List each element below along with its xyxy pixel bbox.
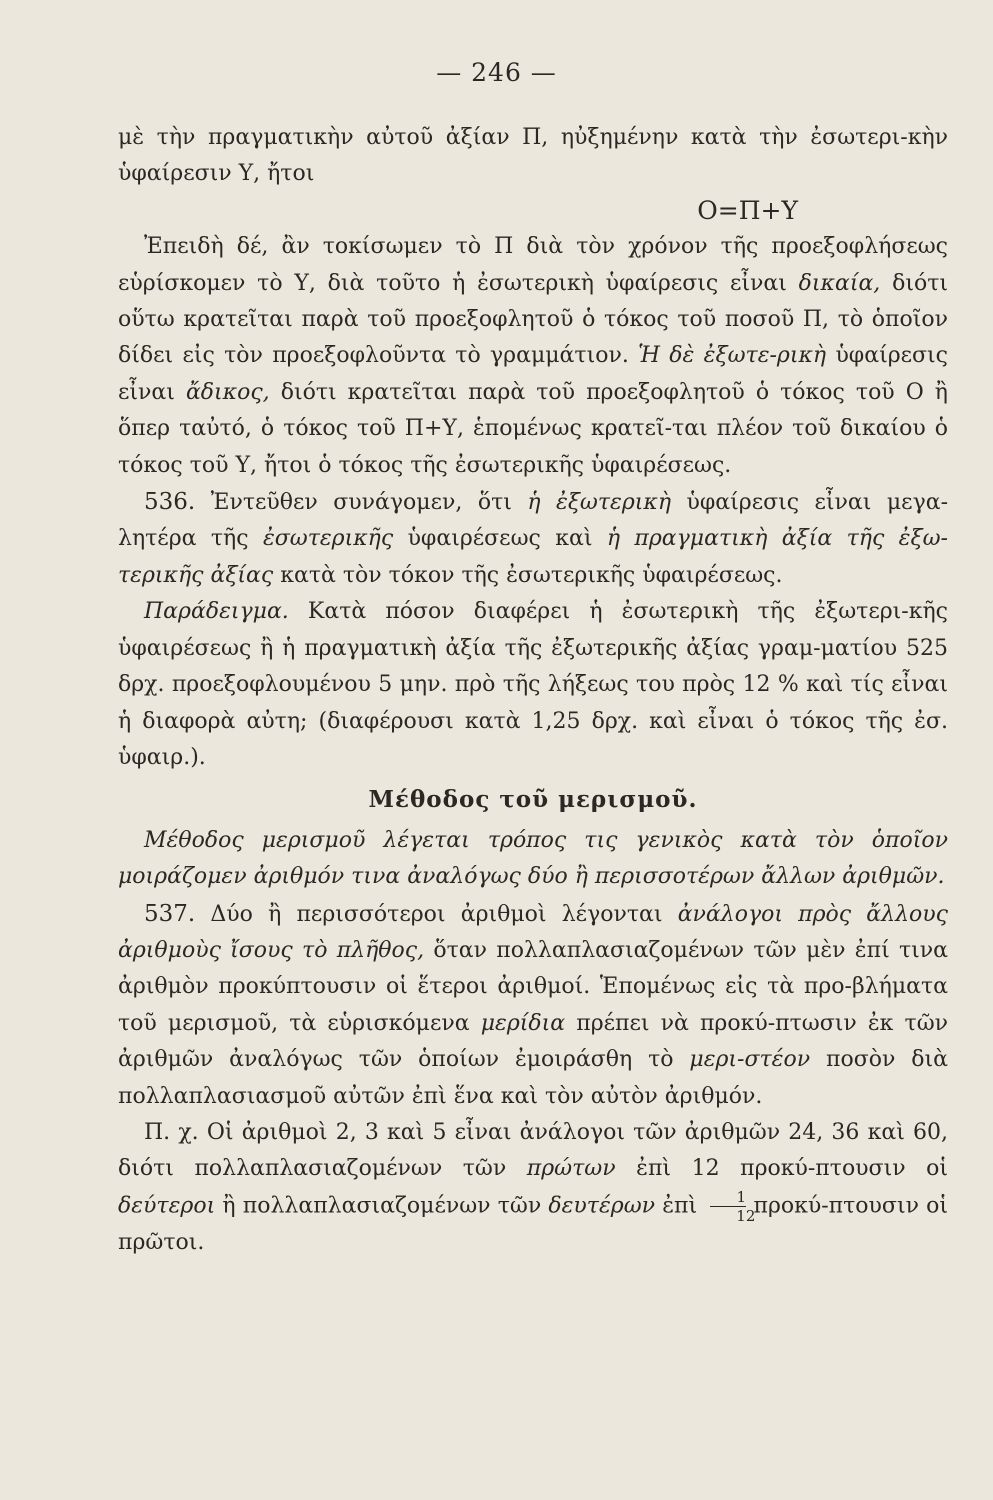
fraction-denominator: 12 [736, 1206, 756, 1225]
emphasis: ἄδικος, [185, 379, 270, 405]
page-body [118, 120, 948, 1261]
text-run: ἐπὶ [662, 1193, 698, 1219]
paragraph-number: 537. [144, 900, 196, 927]
text-run: πρέπει νὰ προκύ-πτωσιν ἐκ τῶν ἀριθμῶν ἀναλόγως τῶν ὁποίων ἐμοιράσθη τὸ [118, 1010, 949, 1073]
text-run: διότι οὕτω κρατεῖται παρὰ τοῦ προεξοφλητοῦ ὁ τόκος τοῦ ποσοῦ Π, τὸ ὁποῖον δίδει εἰς τὸν προεξοφλοῦντα τὸ γραμμάτιον. [118, 270, 949, 369]
example-paragraph [118, 594, 948, 776]
emphasis: δευτέρων [548, 1193, 656, 1219]
emphasis: μερίδια [480, 1010, 566, 1036]
text-run: Δύο ἢ περισσότεροι ἀριθμοὶ λέγονται [210, 901, 663, 927]
emphasis: δικαία, [798, 270, 881, 296]
text-run: Ἐπειδὴ δέ, ἂν τοκίσωμεν τὸ Π διὰ τὸν χρόνον τῆς προεξοφλήσεως εὑρίσκομεν τὸ Υ, διὰ τοῦτο ἡ ἐσωτερικὴ ὑφαίρεσις εἶναι [118, 234, 948, 296]
text-run: Κατὰ πόσον διαφέρει ἡ ἐσωτερικὴ τῆς ἐξωτερι-κῆς ὑφαιρέσεως ἢ ἡ πραγματικὴ ἀξία τῆς ἐξωτερικῆς ἀξίας γραμ-ματίου 525 δρχ. προεξοφλουμένου 5 μην. πρὸ τῆς λήξεως του πρὸς 12 % καὶ τίς εἶναι ἡ διαφορὰ αὐτη; (διαφέρουσι κατὰ 1,25 δρχ. καὶ εἶναι ὁ τόκος τῆς ἐσ. ὑφαιρ.). [118, 599, 948, 770]
emphasis: πρώτων [526, 1156, 616, 1182]
text-run: μὲ τὴν πραγματικὴν αὐτοῦ ἀξίαν Π, ηὐξημένην κατὰ τὴν ἐσωτερι-κὴν ὑφαίρεσιν Υ, ἤτοι [118, 125, 948, 187]
section-title: Μέθοδος τοῦ μερισμοῦ. [368, 786, 698, 814]
text-run: ὑφαιρέσεως καὶ [407, 526, 593, 552]
emphasis: μερι-στέον [689, 1047, 811, 1073]
text-run: ἢ πολλαπλασιαζομένων τῶν [222, 1193, 542, 1219]
text-run: ὑφαίρεσις εἶναι [118, 343, 948, 405]
emphasis: ἡ πραγματικὴ ἀξία τῆς ἐξω-τερικῆς ἀξίας [118, 526, 948, 588]
paragraph-2 [118, 229, 948, 484]
fraction-numerator: 1 [710, 1188, 746, 1207]
emphasis: ἐσωτερικῆς [262, 526, 394, 552]
text-run: Ἐντεῦθεν συνάγομεν, ὅτι [210, 490, 512, 516]
definition: Μέθοδος μερισμοῦ λέγεται τρόπος τις γενικὸς κατὰ τὸν ὁποῖον μοιράζομεν ἀριθμόν τινα ἀναλόγως δύο ἢ περισσοτέρων ἄλλων ἀριθμῶν. [118, 827, 948, 890]
example-paragraph-2 [118, 1115, 948, 1261]
text-run: προκύ-πτουσιν οἱ πρῶτοι. [118, 1193, 948, 1255]
paragraph-537 [118, 896, 948, 1115]
text-run: ὑφαίρεσις εἶναι μεγα-λητέρα τῆς [118, 490, 949, 552]
paragraph-536 [118, 484, 948, 594]
paragraph-number: 536. [144, 489, 196, 516]
formula: Ο=Π+Υ [697, 195, 798, 225]
text-run: ἐπὶ 12 προκύ-πτουσιν οἱ [636, 1156, 948, 1182]
example-label: Παράδειγμα. [144, 599, 289, 625]
emphasis: δεύτεροι [118, 1193, 216, 1219]
paragraph-1 [118, 120, 948, 193]
page-number: — 246 — [436, 58, 557, 87]
emphasis: ἡ ἐξωτερικὴ [527, 490, 672, 516]
emphasis: Ἡ δὲ ἐξωτε-ρικὴ [638, 343, 827, 369]
text-run: ὅταν πολλαπλασιαζομένων τῶν μὲν ἐπί τινα ἀριθμὸν προκύπτουσιν οἱ ἕτεροι ἀριθμοί. Ἑπομένως εἰς τὰ προ-βλήματα τοῦ μερισμοῦ, τὰ εὑρισκόμενα [118, 937, 948, 1036]
fraction [710, 1187, 756, 1225]
text-run: ποσὸν διὰ πολλαπλασιασμοῦ αὐτῶν ἐπὶ ἕνα καὶ τὸν αὐτὸν ἀριθμόν. [118, 1047, 948, 1109]
emphasis: ἀνάλογοι πρὸς ἄλλους ἀριθμοὺς ἴσους τὸ πλῆθος, [118, 901, 948, 963]
text-run: κατὰ τὸν τόκον τῆς ἐσωτερικῆς ὑφαιρέσεως. [280, 562, 783, 588]
text-run: Π. χ. Οἱ ἀριθμοὶ 2, 3 καὶ 5 εἶναι ἀνάλογοι τῶν ἀριθμῶν 24, 36 καὶ 60, διότι πολλαπλασιαζομένων τῶν [118, 1119, 948, 1182]
text-run: διότι κρατεῖται παρὰ τοῦ προεξοφλητοῦ ὁ τόκος τοῦ Ο ἢ ὅπερ ταὐτό, ὁ τόκος τοῦ Π+Υ, ἑπομένως κρατεῖ-ται πλέον τοῦ δικαίου ὁ τόκος τοῦ Υ, ἤτοι ὁ τόκος τῆς ἐσωτερικῆς ὑφαιρέσεως. [118, 379, 948, 478]
